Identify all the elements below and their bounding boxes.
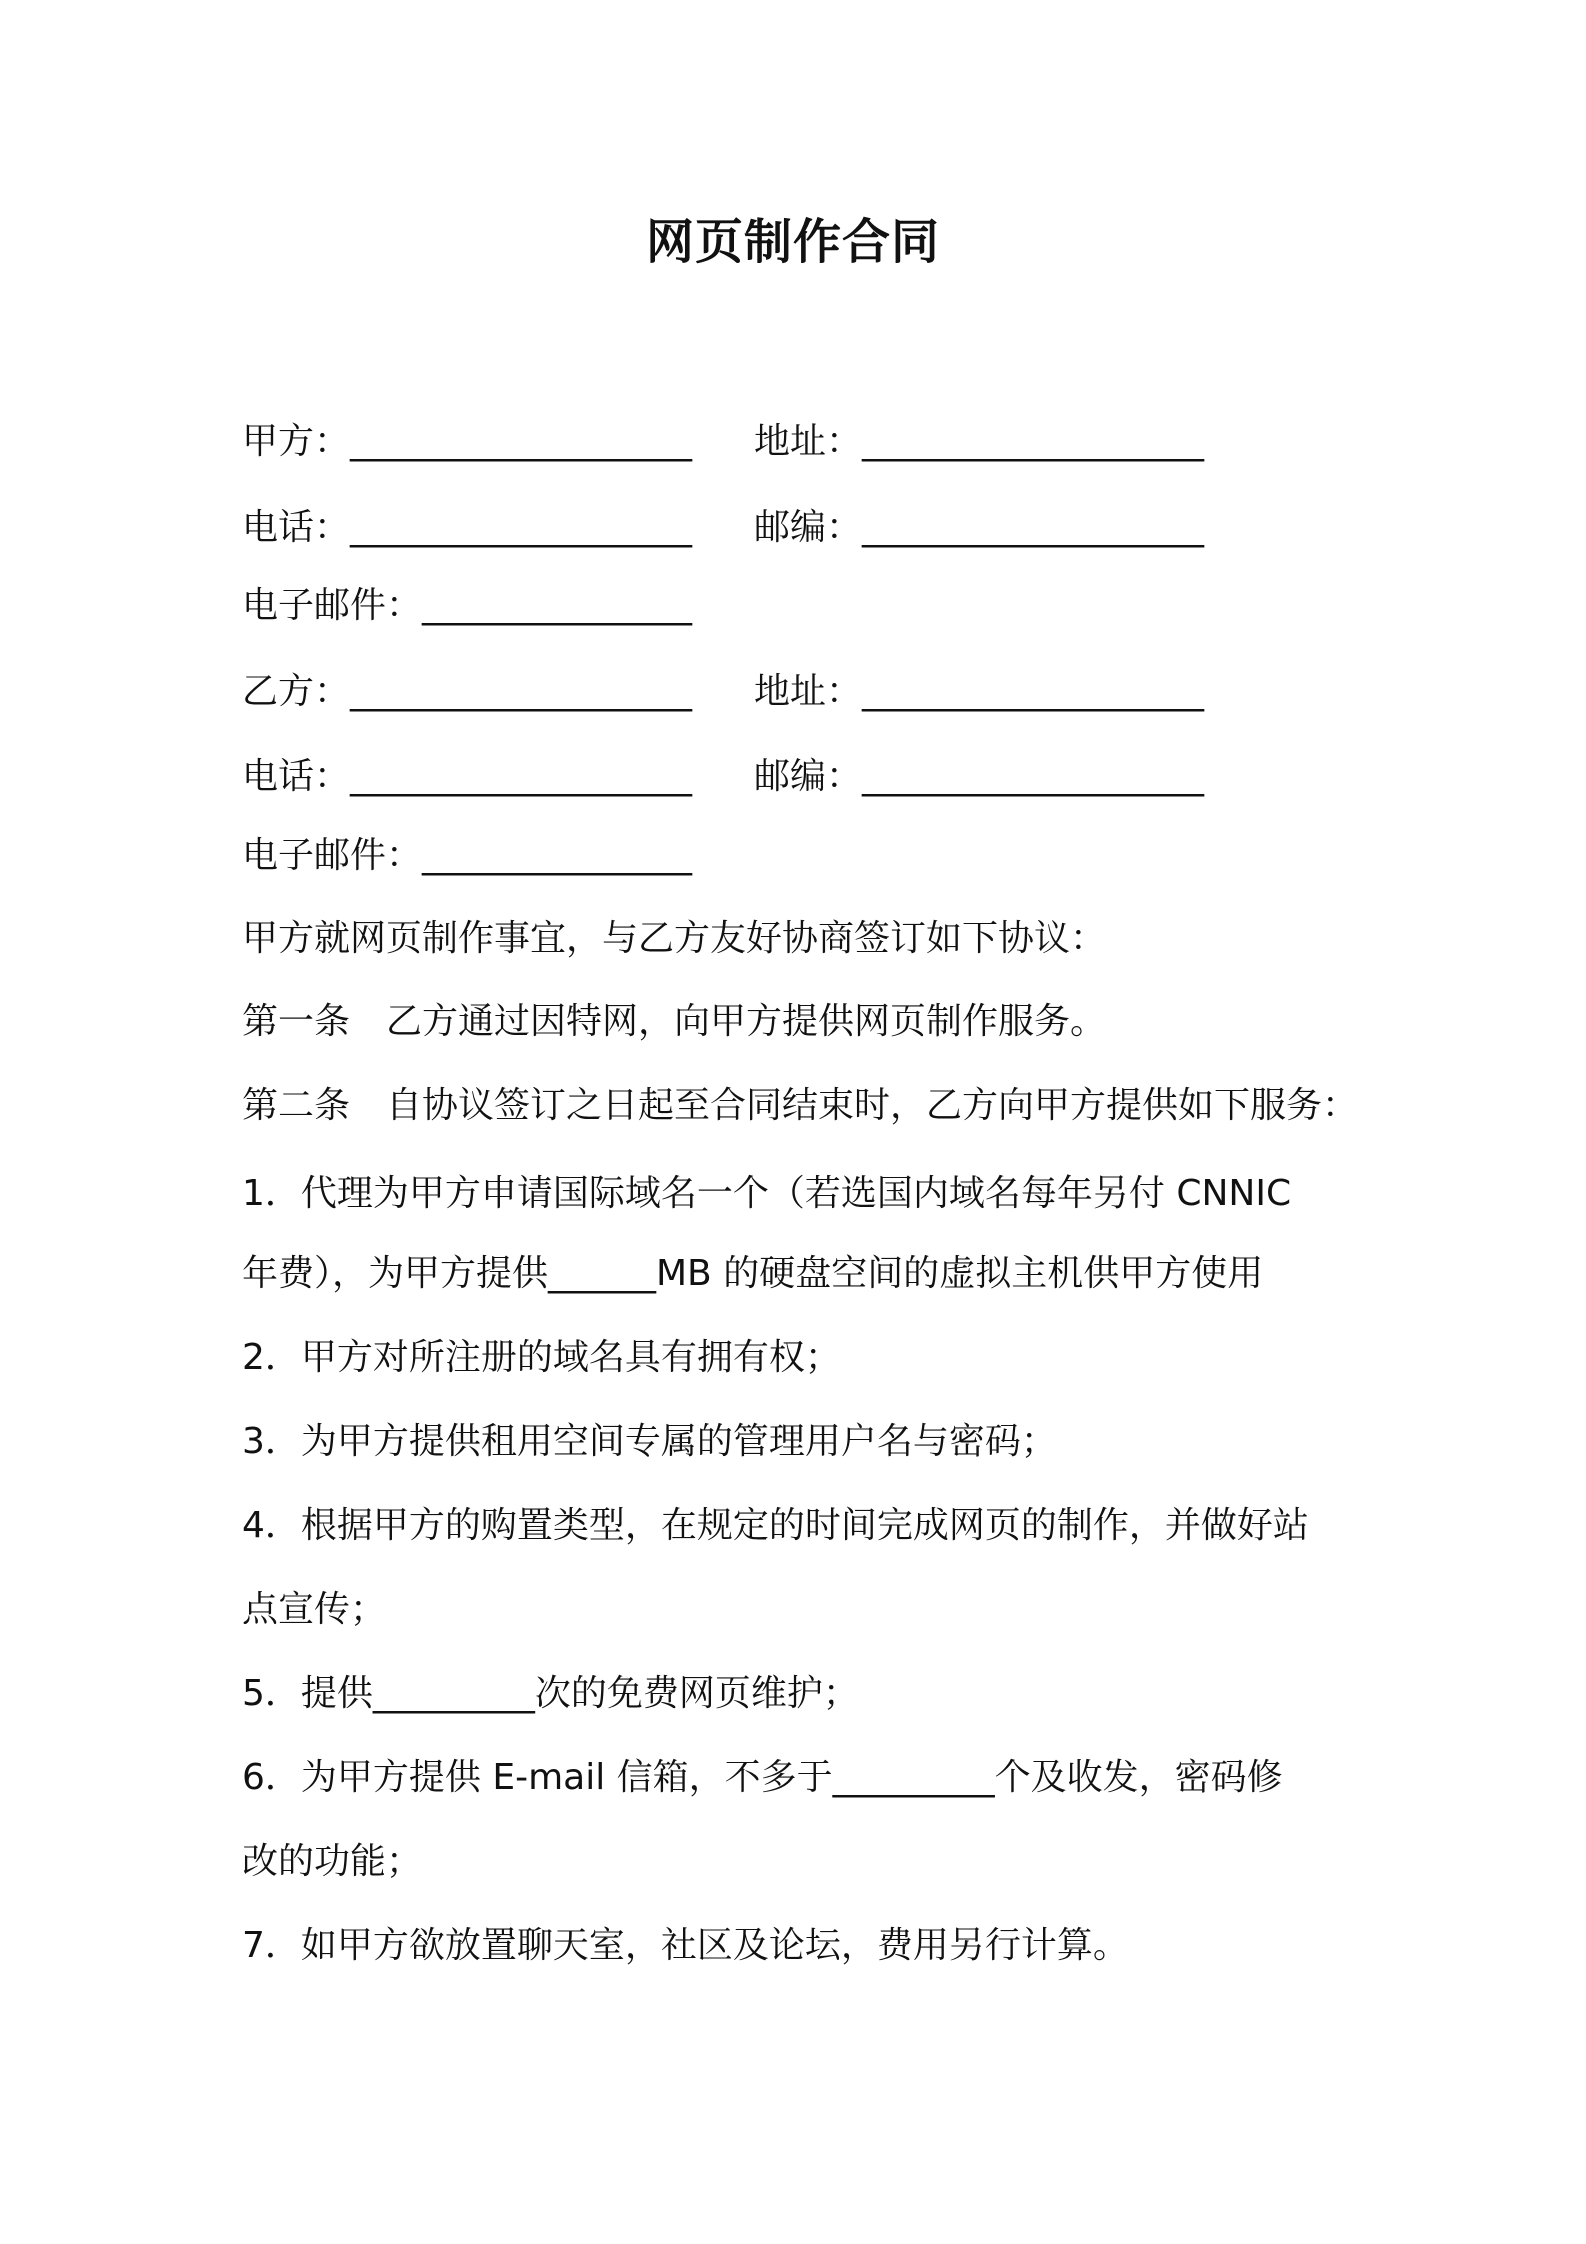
party-a-address-field: 地址：___________________: [754, 421, 1205, 462]
party-b-phone-field: 电话：___________________: [242, 756, 693, 797]
service-item-7: 7．如甲方欲放置聊天室，社区及论坛，费用另行计算。: [242, 1925, 1129, 1966]
service-item-6-line-2: 改的功能；: [242, 1841, 423, 1882]
party-a-email-field: 电子邮件：_______________: [242, 585, 693, 626]
party-a-name-field: 甲方：___________________: [242, 421, 693, 462]
party-b-name-field: 乙方：___________________: [242, 671, 693, 712]
service-item-6-line-1: 6．为甲方提供 E-mail 信箱，不多于_________个及收发，密码修: [242, 1757, 1283, 1798]
service-item-5: 5．提供_________次的免费网页维护；: [242, 1673, 859, 1714]
service-item-1-line-2: 年费），为甲方提供______MB 的硬盘空间的虚拟主机供甲方使用: [242, 1253, 1264, 1294]
intro-paragraph: 甲方就网页制作事宜，与乙方友好协商签订如下协议：: [242, 918, 1107, 959]
service-item-4-line-2: 点宣传；: [242, 1589, 387, 1630]
service-item-1-line-1: 1．代理为甲方申请国际域名一个（若选国内域名每年另付 CNNIC: [242, 1173, 1292, 1214]
party-b-address-field: 地址：___________________: [754, 671, 1205, 712]
service-item-3: 3．为甲方提供租用空间专属的管理用户名与密码；: [242, 1421, 1057, 1462]
service-item-2: 2．甲方对所注册的域名具有拥有权；: [242, 1337, 841, 1378]
article-2: 第二条 自协议签订之日起至合同结束时，乙方向甲方提供如下服务：: [242, 1085, 1359, 1126]
article-1: 第一条 乙方通过因特网，向甲方提供网页制作服务。: [242, 1001, 1107, 1042]
document-title: 网页制作合同: [645, 214, 940, 270]
party-a-phone-field: 电话：___________________: [242, 507, 693, 548]
service-item-4-line-1: 4．根据甲方的购置类型，在规定的时间完成网页的制作，并做好站: [242, 1505, 1309, 1546]
party-a-postcode-field: 邮编：___________________: [754, 507, 1205, 548]
party-b-email-field: 电子邮件：_______________: [242, 835, 693, 876]
party-b-postcode-field: 邮编：___________________: [754, 756, 1205, 797]
